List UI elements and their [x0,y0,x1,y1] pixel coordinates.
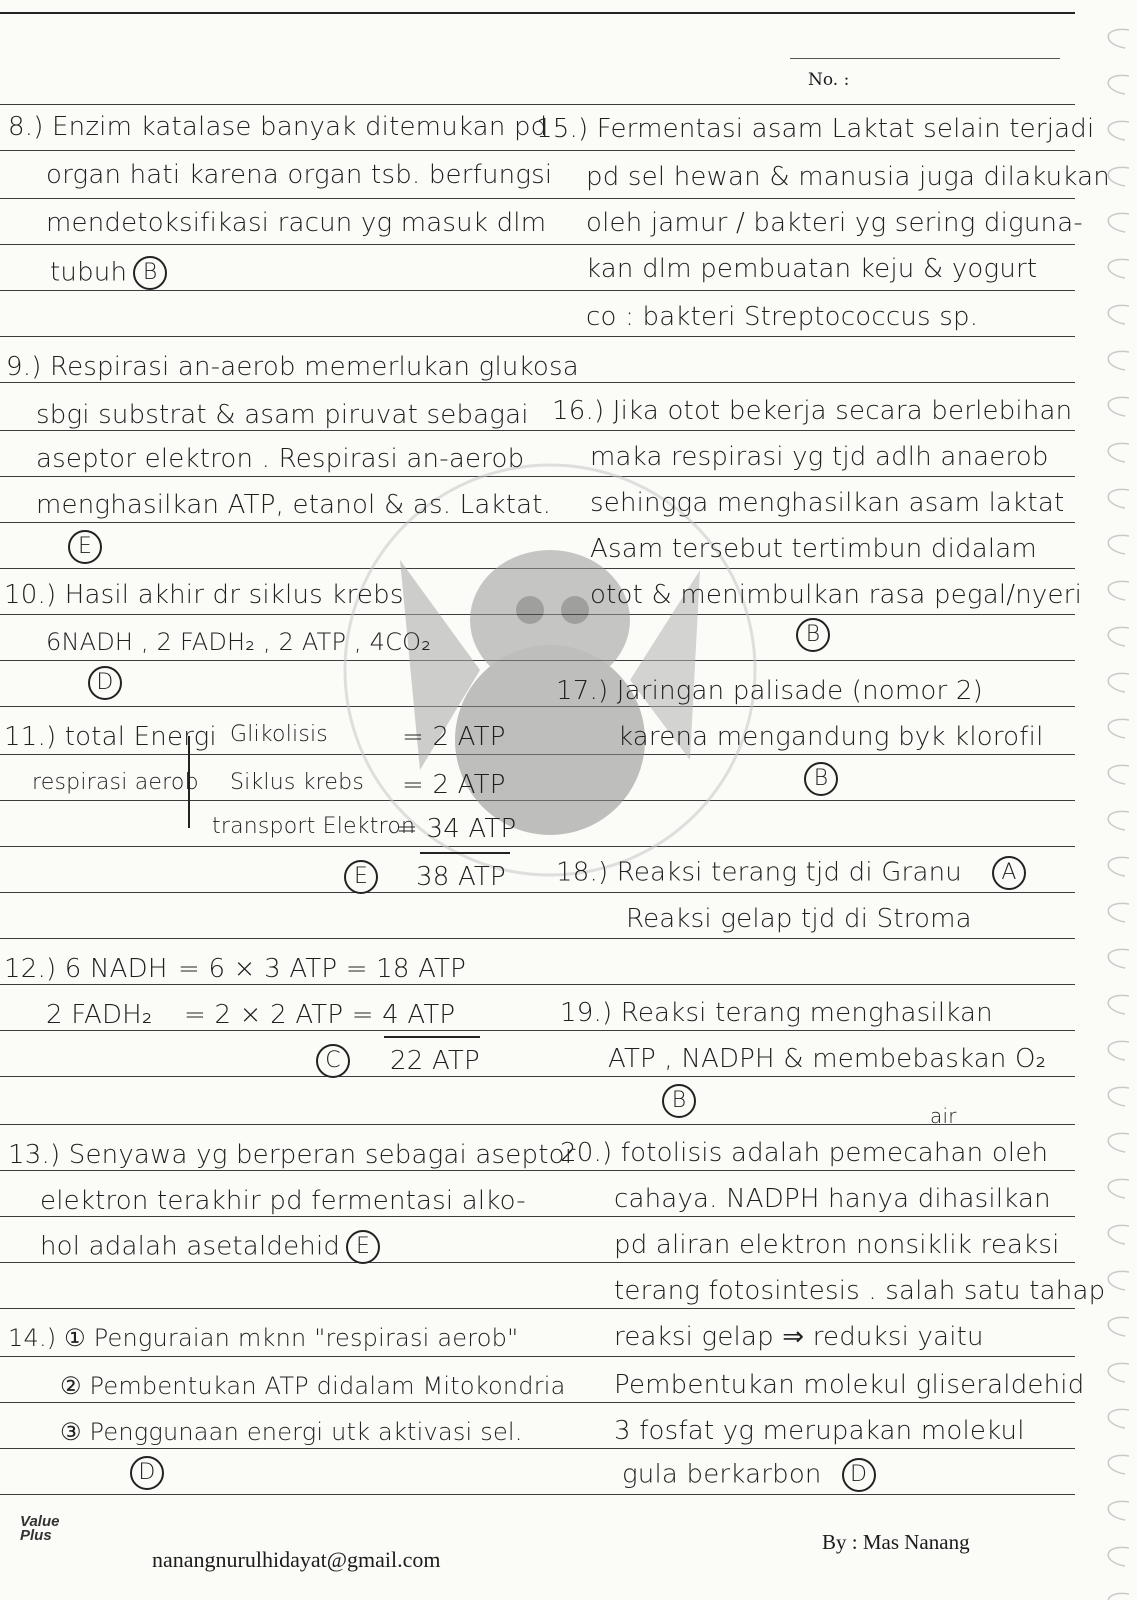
footer-email: nanangnurulhidayat@gmail.com [152,1547,441,1572]
q18-line2: Reaksi gelap tjd di Stroma [626,904,972,934]
q12-line1: 12.) 6 NADH [4,954,168,984]
ruled-line [0,1030,1075,1031]
q9-answer-line [62,530,102,564]
q20-line6: Pembentukan molekul gliseraldehid [614,1370,1085,1400]
q11-transport: transport Elektron [212,814,416,839]
ruled-line [0,1076,1075,1077]
q14-answer-line [124,1456,164,1490]
q9-line2: sbgi substrat & asam piruvat sebagai [36,400,529,430]
q12-line2: 2 FADH₂ [46,1000,153,1030]
q13-line3: hol adalah asetaldehid E [40,1230,380,1264]
q16-line3: sehingga menghasilkan asam laktat [590,488,1065,518]
q16-answer-line [790,618,830,652]
answer-q17: B [804,762,838,796]
q12-line1-calc: = 6 × 3 ATP = 18 ATP [178,954,467,984]
ruled-line [0,1448,1075,1449]
q11-sum-line [420,852,510,854]
q8-line3: mendetoksifikasi racun yg masuk dlm [46,208,547,238]
q20-line7: 3 fosfat yg merupakan molekul [614,1416,1025,1446]
ruled-line [0,430,1075,431]
q13-line1: 13.) Senyawa yg berperan sebagai aseptor [8,1140,576,1170]
q20-line2: cahaya. NADPH hanya dihasilkan [614,1184,1051,1214]
q15-line4: kan dlm pembuatan keju & yogurt [586,254,1038,284]
q10-line2: 6NADH , 2 FADH₂ , 2 ATP , 4CO₂ [46,628,432,656]
q17-answer-line [798,762,838,796]
q19-line2: ATP , NADPH & membebaskan O₂ [608,1044,1047,1074]
ruled-line [0,290,1075,291]
footer-author: By : Mas Nanang [822,1530,970,1554]
ruled-line [0,198,1075,199]
q17-line1: 17.) Jaringan palisade (nomor 2) [556,676,983,706]
q9-line1: 9.) Respirasi an-aerob memerlukan glukosa [6,352,579,382]
answer-q14: D [130,1456,164,1490]
q20-line3: pd aliran elektron nonsiklik reaksi [614,1230,1060,1260]
q16-line2: maka respirasi yg tjd adlh anaerob [590,442,1049,472]
q11-glikolisis-value: = 2 ATP [402,722,506,752]
spiral-binding [1093,0,1133,1600]
q11-krebs: Siklus krebs [230,770,364,795]
q16-line4: Asam tersebut tertimbun didalam [590,534,1037,564]
q12-sum-line [384,1036,480,1038]
answer-q9: E [68,530,102,564]
q8-line1: 8.) Enzim katalase banyak ditemukan pd [8,112,548,142]
ruled-line [0,150,1075,151]
q8-line4: tubuh B [50,256,167,290]
ruled-line [0,1216,1075,1217]
q11-line2: respirasi aerob [32,770,199,795]
q11-glikolisis: Glikolisis [230,722,328,747]
q10-line1: 10.) Hasil akhir dr siklus krebs [4,580,404,610]
number-line [790,58,1060,59]
answer-q19: B [662,1084,696,1118]
q11-brace [188,736,190,828]
top-border [0,12,1075,14]
q15-line5: co : bakteri Streptococcus sp. [586,302,979,332]
q16-line5: otot & menimbulkan rasa pegal/nyeri [590,580,1082,610]
q11-krebs-value: = 2 ATP [402,770,506,800]
answer-q16: B [796,618,830,652]
ruled-line [0,1308,1075,1309]
ruled-line [0,984,1075,985]
q9-line4: menghasilkan ATP, etanol & as. Laktat. [36,490,552,520]
answer-q12: C [316,1044,350,1078]
q20-insert-note: air [930,1104,957,1128]
q9-line3: aseptor elektron . Respirasi an-aerob [36,444,525,474]
q11-line1: 11.) total Energi [4,722,217,752]
answer-q18: A [992,856,1026,890]
q16-line1: 16.) Jika otot bekerja secara berlebihan [552,396,1073,426]
q17-line2: karena mengandung byk klorofil [618,722,1044,752]
q10-answer-line [82,666,122,700]
answer-q11: E [344,860,378,894]
ruled-line [0,938,1075,939]
q15-line2: pd sel hewan & manusia juga dilakukan [586,162,1110,192]
q20-line5: reaksi gelap ⇒ reduksi yaitu [614,1322,984,1352]
q11-result: E 38 ATP [338,860,506,894]
q19-answer-line [656,1084,696,1118]
q8-line2: organ hati karena organ tsb. berfungsi [46,160,553,190]
ruled-line [0,382,1075,383]
answer-q10: D [88,666,122,700]
q12-result: C 22 ATP [310,1044,480,1078]
ruled-line [0,1124,1075,1125]
q11-transport-value: = 34 ATP [396,814,517,844]
ruled-line [0,1494,1075,1495]
ruled-line [0,1402,1075,1403]
ruled-line [0,1356,1075,1357]
q15-line1: 15.) Fermentasi asam Laktat selain terjadi [536,114,1095,144]
q18-line1: 18.) Reaksi terang tjd di Granu A [556,856,1026,890]
ruled-line [0,244,1075,245]
number-label: No. : [808,70,850,90]
value-plus-logo: Value Plus [20,1513,60,1544]
ruled-line [0,336,1075,337]
q20-line1: 20.) fotolisis adalah pemecahan oleh [560,1138,1049,1168]
answer-q8: B [133,256,167,290]
q15-line3: oleh jamur / bakteri yg sering diguna- [586,208,1083,238]
q14-line2: ② Pembentukan ATP didalam Mitokondria [60,1372,566,1400]
answer-q13: E [346,1230,380,1264]
q12-line2-calc: = 2 × 2 ATP = 4 ATP [184,1000,456,1030]
q14-line3: ③ Penggunaan energi utk aktivasi sel. [60,1418,523,1446]
q20-line8: gula berkarbon D [622,1458,876,1492]
q14-line1: 14.) ① Penguraian mknn "respirasi aerob" [8,1324,519,1352]
q13-line2: elektron terakhir pd fermentasi alko- [40,1186,526,1216]
q20-line4: terang fotosintesis . salah satu tahap [614,1276,1106,1306]
q19-line1: 19.) Reaksi terang menghasilkan [560,998,993,1028]
ruled-line [0,104,1075,105]
answer-q20: D [842,1458,876,1492]
ruled-line [0,1170,1075,1171]
